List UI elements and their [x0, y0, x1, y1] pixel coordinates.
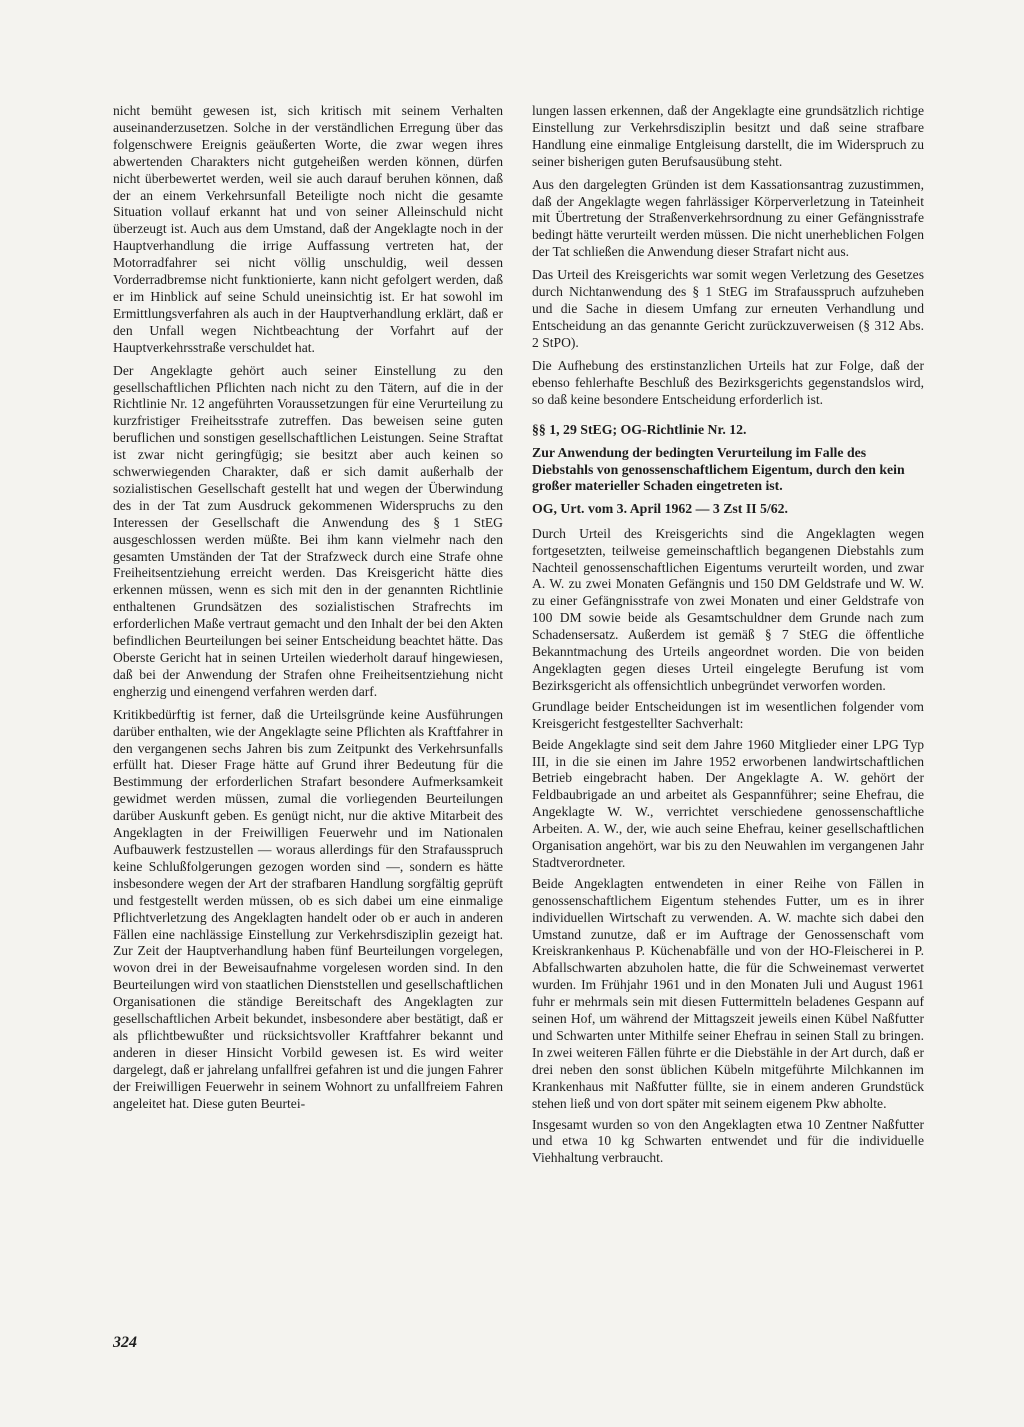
paragraph: Die Aufhebung des erstinstanzlichen Urteils hat zur Folge, daß der ebenso fehlerhafte Beschluß des Bezirksgerichts gegenstandslos wird, so daß keine besondere Entscheidung erforderlich ist.: [532, 357, 924, 407]
paragraph: Beide Angeklagte sind seit dem Jahre 1960 Mitglieder einer LPG Typ III, in die sie einen im Jahre 1952 erworbenen landwirtschaftlichen Betrieb eingebracht haben. Der Angeklagte A. W. gehört der Feldbaubrigade an und arbeitet als Gespannführer; seine Ehefrau, die Angeklagte W. W., verrichtet verschiedene genossenschaftliche Arbeiten. A. W., der, wie auch seine Ehefrau, keiner gesellschaftlichen Organisation angehört, war bis zu den Neuwahlen im vergangenen Jahr Stadtverordneter.: [532, 736, 924, 870]
paragraph: Beide Angeklagten entwendeten in einer Reihe von Fällen in genossenschaftlichem Eigentum stehendes Futter, um es in ihrer individuellen Wirtschaft zu verwenden. A. W. machte sich dabei den Umstand zunutze, daß er im Auftrage der Genossenschaft vom Kreiskrankenhaus P. Küchenabfälle und von der HO-Fleischerei in P. Abfallschwarten abzuholen hatte, die für die Schweinemast verwertet wurden. Im Frühjahr 1961 und in den Monaten Juli und August 1961 fuhr er mehrmals sein mit diesen Futtermitteln beladenes Gespann auf seinen Hof, um während der Mittagszeit jeweils einen Kübel Naßfutter und Schwarten unter Mithilfe seiner Ehefrau in seinen Stall zu bringen. In zwei weiteren Fällen führte er die Diebstähle in der Art durch, daß er drei neben den sonst üblichen Kübeln mitgeführte Milchkannen im Krankenhaus mit Naßfutter füllte, sie in einem anderen Grundstück stehen ließ und von dort später mit seinem eigenem Pkw abholte.: [532, 875, 924, 1111]
page-number: 324: [113, 1334, 137, 1351]
case-norms-heading: §§ 1, 29 StEG; OG-Richtlinie Nr. 12.: [532, 422, 747, 438]
paragraph: nicht bemüht gewesen ist, sich kritisch mit seinem Verhalten auseinanderzusetzen. Solche in der verständlichen Erregung über das folgenschwere Ereignis geäußerten Worte, die zwar wegen ihres abwertenden Charakters nicht gutgeheißen werden können, dürfen nicht überbewertet werden, weil sie auch darauf beruhen können, daß der an einem Verkehrsunfall Beteiligte noch nicht die gesamte Situation vollauf erkannt hat und von seiner Alleinschuld nicht überzeugt ist. Auch aus dem Umstand, daß der Angeklagte noch in der Hauptverhandlung die irrige Auffassung vertreten hat, der Motorradfahrer sei nicht völlig unschuldig, weil dessen Vorderradbremse nicht funktionierte, kann nicht gefolgert werden, daß er im Hinblick auf seine Schuld uneinsichtig ist. Er hat sowohl im Ermittlungsverfahren als auch in der Hauptverhandlung erklärt, daß er den Unfall wegen Nichtbeachtung der Vorfahrt auf der Hauptverkehrsstraße verschuldet hat.: [113, 103, 503, 355]
paragraph: Das Urteil des Kreisgerichts war somit wegen Verletzung des Gesetzes durch Nichtanwendung des § 1 StEG im Strafausspruch aufzuheben und die Sache in diesem Umfang zur erneuten Verhandlung und Entscheidung an das genannte Gericht zurückzuverweisen (§ 312 Abs. 2 StPO).: [532, 267, 924, 350]
left-column: [113, 103, 503, 1118]
paragraph: Der Angeklagte gehört auch seiner Einstellung zu den gesellschaftlichen Pflichten nach nicht zu den Tätern, auf die in der Richtlinie Nr. 12 angeführten Voraussetzungen für eine Verurteilung zu kurzfristiger Freiheitsstrafe zutreffen. Das beweisen seine guten beruflichen und sonstigen gesellschaftlichen Leistungen. Seine Straftat ist zwar nicht geringfügig; sie besitzt aber auch keinen so schwerwiegenden Charakter, daß er sich damit außerhalb der sozialistischen Gesellschaft gestellt hat und wegen der Überwindung des in der Tat zum Ausdruck gekommenen Widerspruchs zu den Interessen der Gesellschaft die Anwendung des § 1 StEG ausgeschlossen werden müßte. Bei ihm kann vielmehr nach den gesamten Umständen der Tat der Strafzweck durch eine Strafe ohne Freiheitsentziehung erreicht werden. Das Kreisgericht hätte dies erkennen müssen, wenn es sich mit den in der genannten Richtlinie enthaltenen Grundsätzen des sozialistischen Strafrechts im erforderlichen Maße vertraut gemacht und den Inhalt der bei den Akten befindlichen Beurteilungen bei seiner Entscheidung beachtet hätte. Das Oberste Gericht hat in seinen Urteilen wiederholt darauf hingewiesen, daß bei der Anwendung der Strafen ohne Freiheitsentziehung nicht engherzig und einengend verfahren werden darf.: [113, 362, 503, 699]
case-reference-heading: OG, Urt. vom 3. April 1962 — 3 Zst II 5/62.: [532, 500, 789, 516]
right-column: [532, 103, 924, 1171]
paragraph: Aus den dargelegten Gründen ist dem Kassationsantrag zuzustimmen, daß der Angeklagte wegen fahrlässiger Körperverletzung in Tateinheit mit Übertretung der Straßenverkehrsordnung zu einer Gefängnisstrafe bedingt hätte verurteilt werden müssen. Die nicht unerheblichen Folgen der Tat schließen die Anwendung dieser Strafart nicht aus.: [532, 176, 924, 260]
paragraph: Insgesamt wurden so von den Angeklagten etwa 10 Zentner Naßfutter und etwa 10 kg Schwarten entwendet und für die individuelle Viehhaltung verbraucht.: [532, 1116, 924, 1166]
paragraph: Kritikbedürftig ist ferner, daß die Urteilsgründe keine Ausführungen darüber enthalten, wie der Angeklagte seine Pflichten als Kraftfahrer in den vergangenen sechs Jahren bis zum Zeitpunkt des Verkehrsunfalls erfüllt hat. Dieser Frage hätte auf Grund ihrer Bedeutung für die Bestimmung der erforderlichen Strafart besondere Aufmerksamkeit gewidmet werden müssen, zumal die vorliegenden Beurteilungen darüber Auskunft geben. Es genügt nicht, nur die aktive Mitarbeit des Angeklagten in der Freiwilligen Feuerwehr und im Nationalen Aufbauwerk festzustellen — woraus allerdings für den Strafausspruch keine Schlußfolgerungen gezogen worden sind —, sondern es hätte insbesondere wegen der Art der strafbaren Handlung sorgfältig geprüft und festgestellt werden müssen, ob es sich dabei um eine einmalige Pflichtverletzung des Angeklagten handelt oder ob er auch in anderen Fällen eine nachlässige Einstellung zur Verkehrsdisziplin gezeigt hat. Zur Zeit der Hauptverhandlung haben fünf Beurteilungen vorgelegen, wovon drei in der Beweisaufnahme vorgelesen worden sind. In den Beurteilungen wird von staatlichen Dienststellen und gesellschaftlichen Organisationen die ständige Bereitschaft des Angeklagten zur gesellschaftlichen Arbeit bekundet, insbesondere aber bestätigt, daß er als pflichtbewußter und rücksichtsvoller Kraftfahrer bekannt und anderen in dieser Hinsicht Vorbild gewesen ist. Es wird weiter dargelegt, daß er jahrelang unfallfrei gefahren ist und die jungen Fahrer der Freiwilligen Feuerwehr in seinem Wohnort zu unfallfreiem Fahren angeleitet hat. Diese guten Beurtei-: [113, 706, 503, 1111]
paragraph: lungen lassen erkennen, daß der Angeklagte eine grundsätzlich richtige Einstellung zur Verkehrsdisziplin besitzt und daß seine strafbare Handlung eine einmalige Entgleisung darstellt, die im Widerspruch zu seiner bisherigen guten Berufsausübung steht.: [532, 103, 924, 169]
case-title-heading: Zur Anwendung der bedingten Verurteilung im Falle des Diebstahls von genossenschaftlichem Eigentum, durch den kein großer materieller Schaden eingetreten ist.: [532, 445, 905, 494]
paragraph: Durch Urteil des Kreisgerichts sind die Angeklagten wegen fortgesetzten, teilweise gemeinschaftlich begangenen Diebstahls zum Nachteil genossenschaftlichen Eigentums verurteilt worden, und zwar A. W. zu zwei Monaten Gefängnis und 150 DM Geldstrafe und W. W. zu einer Gefängnisstrafe von zwei Monaten und einer Geldstrafe von 100 DM sowie beide als Gesamtschuldner dem Grunde nach zum Schadensersatz. Außerdem ist gemäß § 7 StEG die öffentliche Bekanntmachung des Urteils angeordnet worden. Die von beiden Angeklagten gegen dieses Urteil eingelegte Berufung ist vom Bezirksgericht als offensichtlich unbegründet verworfen worden.: [532, 525, 924, 693]
paragraph: Grundlage beider Entscheidungen ist im wesentlichen folgender vom Kreisgericht festgestellter Sachverhalt:: [532, 698, 924, 731]
